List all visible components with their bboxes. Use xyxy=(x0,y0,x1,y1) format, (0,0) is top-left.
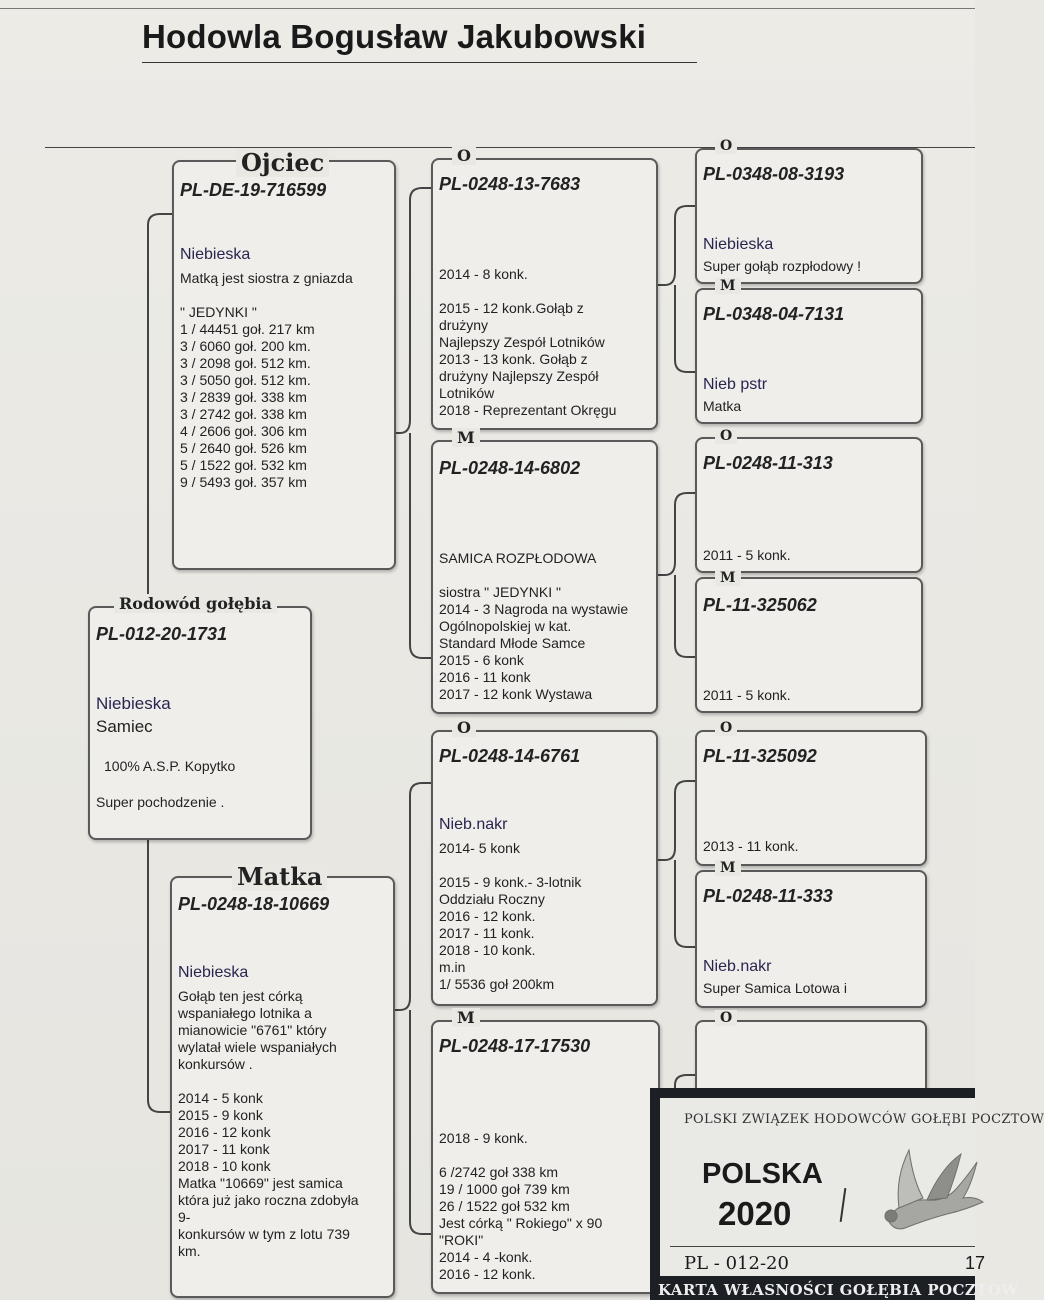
father-details: Matką jest siostra z gniazda " JEDYNKI " 1 / 44451 goł. 217 km 3 / 6060 goł. 200 km. 3 / 2098 goł. 512 km. 3 / 5050 goł. 512 km. 3 / 2839 goł. 338 km 3 / 2742 goł. 338 km 4 / 2606 goł. 306 km 5 / 2640 goł. 526 km 5 / 1522 goł. 532 km 9 / 5493 goł. 357 km xyxy=(180,270,353,490)
grandmother-paternal-card[interactable] xyxy=(431,440,658,714)
ggp-6-ring: PL-0248-11-333 xyxy=(703,886,833,906)
ggp-1-color: Niebieska xyxy=(703,236,774,253)
badge-year: 2020 xyxy=(718,1195,792,1232)
grandfather-paternal-card[interactable] xyxy=(431,158,658,430)
ggp-card-2[interactable] xyxy=(695,288,923,424)
ggp-2-ring: PL-0348-04-7131 xyxy=(703,304,845,324)
ggp-card-3[interactable] xyxy=(695,437,923,573)
badge-divider xyxy=(840,1188,847,1222)
ggp-5-ring: PL-11-325092 xyxy=(703,746,817,766)
gp-ff-details: 2014 - 8 konk. 2015 - 12 konk.Gołąb z drużyny Najlepszy Zespół Lotników 2013 - 13 konk. Gołąb z drużyny Najlepszy Zespół Lotników 2018 - Reprezentant Okręgu xyxy=(439,266,617,418)
subject-note: 100% A.S.P. Kopytko xyxy=(104,758,236,774)
gp-fm-ring: PL-0248-14-6802 xyxy=(439,458,581,478)
ggp-card-6[interactable] xyxy=(695,870,927,1008)
ggp-1-tab: O xyxy=(715,138,737,154)
ggp-3-tab: O xyxy=(715,428,737,444)
gp-fm-tab: M xyxy=(452,428,480,447)
gp-mf-details: 2014- 5 konk 2015 - 9 konk.- 3-lotnik Oddziału Roczny 2016 - 12 konk. 2017 - 11 konk. 2018 - 10 konk. m.in 1/ 5536 goł 200km xyxy=(439,840,582,992)
ggp-5-tab: O xyxy=(715,720,737,736)
subject-sex: Samiec xyxy=(96,717,153,736)
ggp-4-tab: M xyxy=(715,570,741,586)
ggp-4-details: 2011 - 5 konk. xyxy=(703,687,791,703)
gp-mf-ring: PL-0248-14-6761 xyxy=(439,746,581,766)
gp-mm-details: 2018 - 9 konk. 6 /2742 goł 338 km 19 / 1000 goł 739 km 26 / 1522 goł 532 km Jest córką " Rokiego" x 90 "ROKI" 2014 - 4 -konk. 2016 - 12 konk. xyxy=(439,1130,603,1282)
father-card[interactable] xyxy=(172,160,396,570)
mother-details: Gołąb ten jest córką wspaniałego lotnika a mianowicie "6761" który wylatał wiele wspaniałych konkursów . 2014 - 5 konk 2015 - 9 konk 2016 - 12 konk 2017 - 11 konk 2018 - 10 konk Matka "10669" jest samica która już jako roczna zdobyła 9- konkursów w tym z lotu 739 km. xyxy=(178,988,359,1259)
pigeon-icon xyxy=(865,1128,985,1248)
badge-number-tail: 17 xyxy=(965,1253,986,1273)
page-title: Hodowla Bogusław Jakubowski xyxy=(142,18,647,55)
badge-number: PL - 012-20 xyxy=(684,1253,789,1274)
ggp-2-tab: M xyxy=(715,278,741,294)
ggp-6-tab: M xyxy=(715,860,741,876)
subject-tab: Rodowód gołębia xyxy=(114,594,277,613)
ownership-card-inner xyxy=(660,1098,1044,1276)
grandmother-maternal-card[interactable] xyxy=(431,1020,660,1294)
subject-card[interactable] xyxy=(88,606,312,840)
ggp-1-ring: PL-0348-08-3193 xyxy=(703,164,845,184)
gp-mf-color: Nieb.nakr xyxy=(439,816,508,833)
gp-ff-tab: O xyxy=(452,146,476,165)
father-ring: PL-DE-19-716599 xyxy=(180,180,327,200)
ggp-card-5[interactable] xyxy=(695,730,927,866)
ggp-7-tab: O xyxy=(715,1010,737,1026)
mother-ring: PL-0248-18-10669 xyxy=(178,894,330,914)
badge-footer: KARTA WŁASNOŚCI GOŁĘBIA POCZTOW xyxy=(658,1281,1019,1299)
ggp-3-ring: PL-0248-11-313 xyxy=(703,453,833,473)
subject-remark: Super pochodzenie . xyxy=(96,794,225,810)
mother-card[interactable] xyxy=(170,876,395,1298)
father-tab: Ojciec xyxy=(236,148,329,177)
gp-fm-details: SAMICA ROZPŁODOWA siostra " JEDYNKI " 2014 - 3 Nagroda na wystawie Ogólnopolskiej w kat. Standard Młode Samce 2015 - 6 konk 2016 - 11 konk 2017 - 12 konk Wystawa xyxy=(439,550,629,702)
ggp-2-details: Matka xyxy=(703,398,742,414)
ownership-card xyxy=(650,1088,1044,1300)
gp-mf-tab: O xyxy=(452,718,476,737)
badge-divider-line xyxy=(670,1246,975,1247)
badge-org: POLSKI ZWIĄZEK HODOWCÓW GOŁĘBI POCZTOW xyxy=(684,1112,1044,1127)
ggp-card-4[interactable] xyxy=(695,577,923,713)
ggp-1-details: Super gołąb rozpłodowy ! xyxy=(703,258,861,274)
gp-mm-ring: PL-0248-17-17530 xyxy=(439,1036,591,1056)
ggp-5-details: 2013 - 11 konk. xyxy=(703,838,799,854)
grandfather-maternal-card[interactable] xyxy=(431,730,658,1006)
gp-ff-ring: PL-0248-13-7683 xyxy=(439,174,581,194)
ggp-2-color: Nieb pstr xyxy=(703,376,768,393)
ggp-6-details: Super Samica Lotowa i xyxy=(703,980,847,996)
subject-ring: PL-012-20-1731 xyxy=(96,624,228,644)
mother-tab: Matka xyxy=(232,862,327,891)
subject-color: Niebieska xyxy=(96,694,171,713)
father-color: Niebieska xyxy=(180,246,251,263)
ggp-4-ring: PL-11-325062 xyxy=(703,595,817,615)
ggp-3-details: 2011 - 5 konk. xyxy=(703,547,791,563)
ggp-card-1[interactable] xyxy=(695,148,923,284)
gp-mm-tab: M xyxy=(452,1008,480,1027)
badge-country: POLSKA xyxy=(702,1158,823,1190)
ggp-6-color: Nieb.nakr xyxy=(703,958,772,975)
mother-color: Niebieska xyxy=(178,964,249,981)
